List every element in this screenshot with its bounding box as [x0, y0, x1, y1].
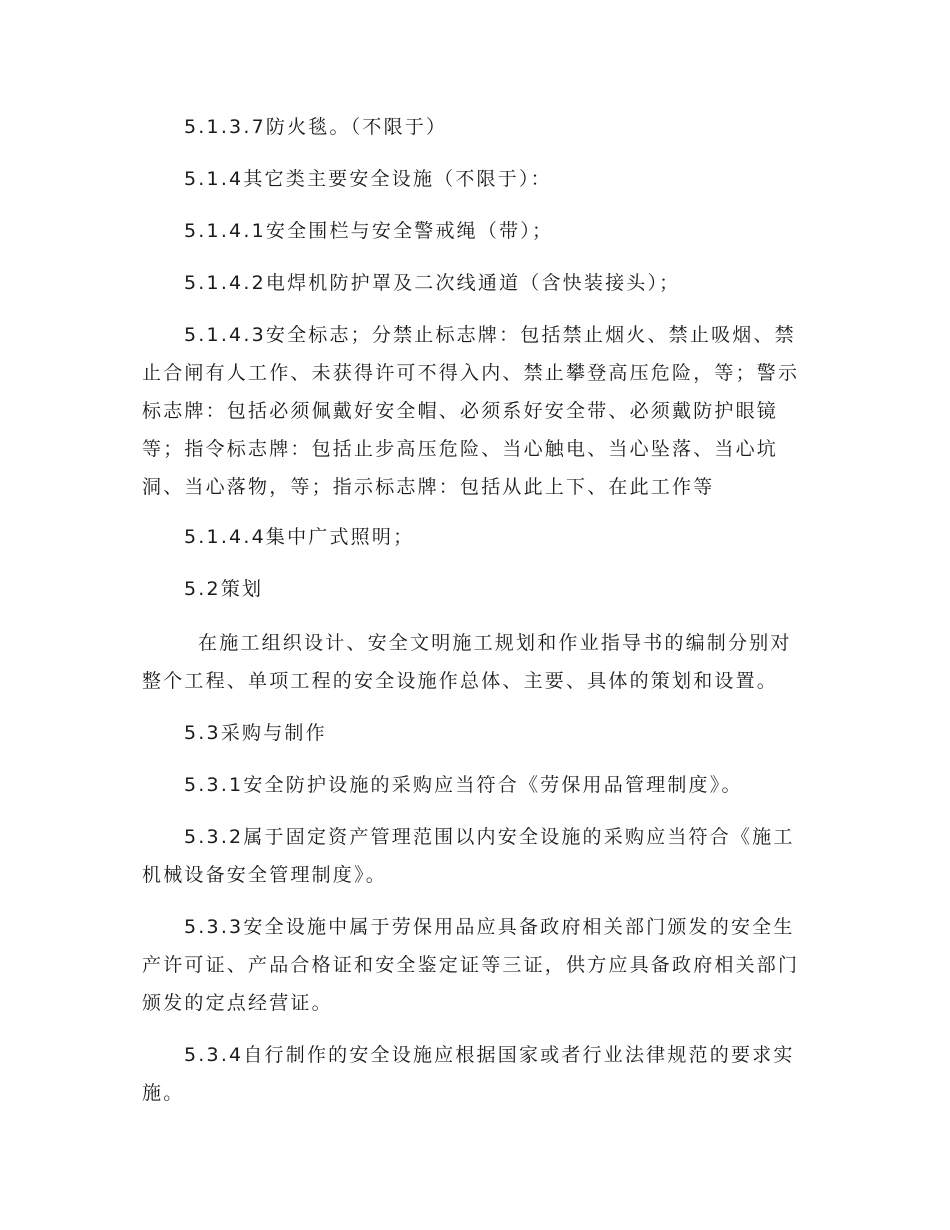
clause-5-3-1	[142, 766, 812, 804]
paragraph-text: 5.1.4.4集中广式照明；	[184, 526, 415, 548]
section-5-2-heading	[142, 570, 812, 608]
paragraph-text: 5.2策划	[184, 578, 264, 600]
paragraph-text: 在施工组织设计、安全文明施工规划和作业指导书的编制分别对整个工程、单项工程的安全设施作总体、主要、具体的策划和设置。	[142, 632, 792, 692]
clause-5-3-2	[142, 818, 812, 894]
paragraph-text: 5.1.4.2电焊机防护罩及二次线通道（含快装接头）；	[184, 272, 681, 294]
clause-5-1-4	[142, 160, 812, 198]
paragraph-text: 5.1.4.1安全围栏与安全警戒绳（带）；	[184, 220, 554, 242]
paragraph-text: 5.3.2属于固定资产管理范围以内安全设施的采购应当符合《施工机械设备安全管理制度》。	[142, 826, 795, 886]
clause-5-1-4-2	[142, 264, 812, 302]
section-5-2-body	[142, 624, 812, 700]
paragraph-text: 5.3.3安全设施中属于劳保用品应具备政府相关部门颁发的安全生产许可证、产品合格证和安全鉴定证等三证，供方应具备政府相关部门颁发的定点经营证。	[142, 916, 800, 1014]
paragraph-text: 5.1.3.7防火毯。（不限于）	[184, 116, 448, 138]
clause-5-1-4-3	[142, 316, 812, 506]
clause-5-3-3	[142, 908, 812, 1022]
clause-5-3-4	[142, 1036, 812, 1112]
paragraph-text: 5.1.4其它类主要安全设施（不限于）：	[184, 168, 552, 190]
clause-5-1-3-7	[142, 108, 812, 146]
paragraph-text: 5.3采购与制作	[184, 722, 327, 744]
clause-5-1-4-1	[142, 212, 812, 250]
section-5-3-heading	[142, 714, 812, 752]
paragraph-text: 5.1.4.3安全标志；分禁止标志牌：包括禁止烟火、禁止吸烟、禁止合闸有人工作、未获得许可不得入内、禁止攀登高压危险，等；警示标志牌：包括必须佩戴好安全帽、必须系好安全带、必须戴防护眼镜等；指令标志牌：包括止步高压危险、当心触电、当心坠落、当心坑洞、当心落物，等；指示标志牌：包括从此上下、在此工作等	[142, 324, 800, 498]
clause-5-1-4-4	[142, 518, 812, 556]
paragraph-text: 5.3.4自行制作的安全设施应根据国家或者行业法律规范的要求实施。	[142, 1044, 795, 1104]
paragraph-text: 5.3.1安全防护设施的采购应当符合《劳保用品管理制度》。	[184, 774, 743, 796]
